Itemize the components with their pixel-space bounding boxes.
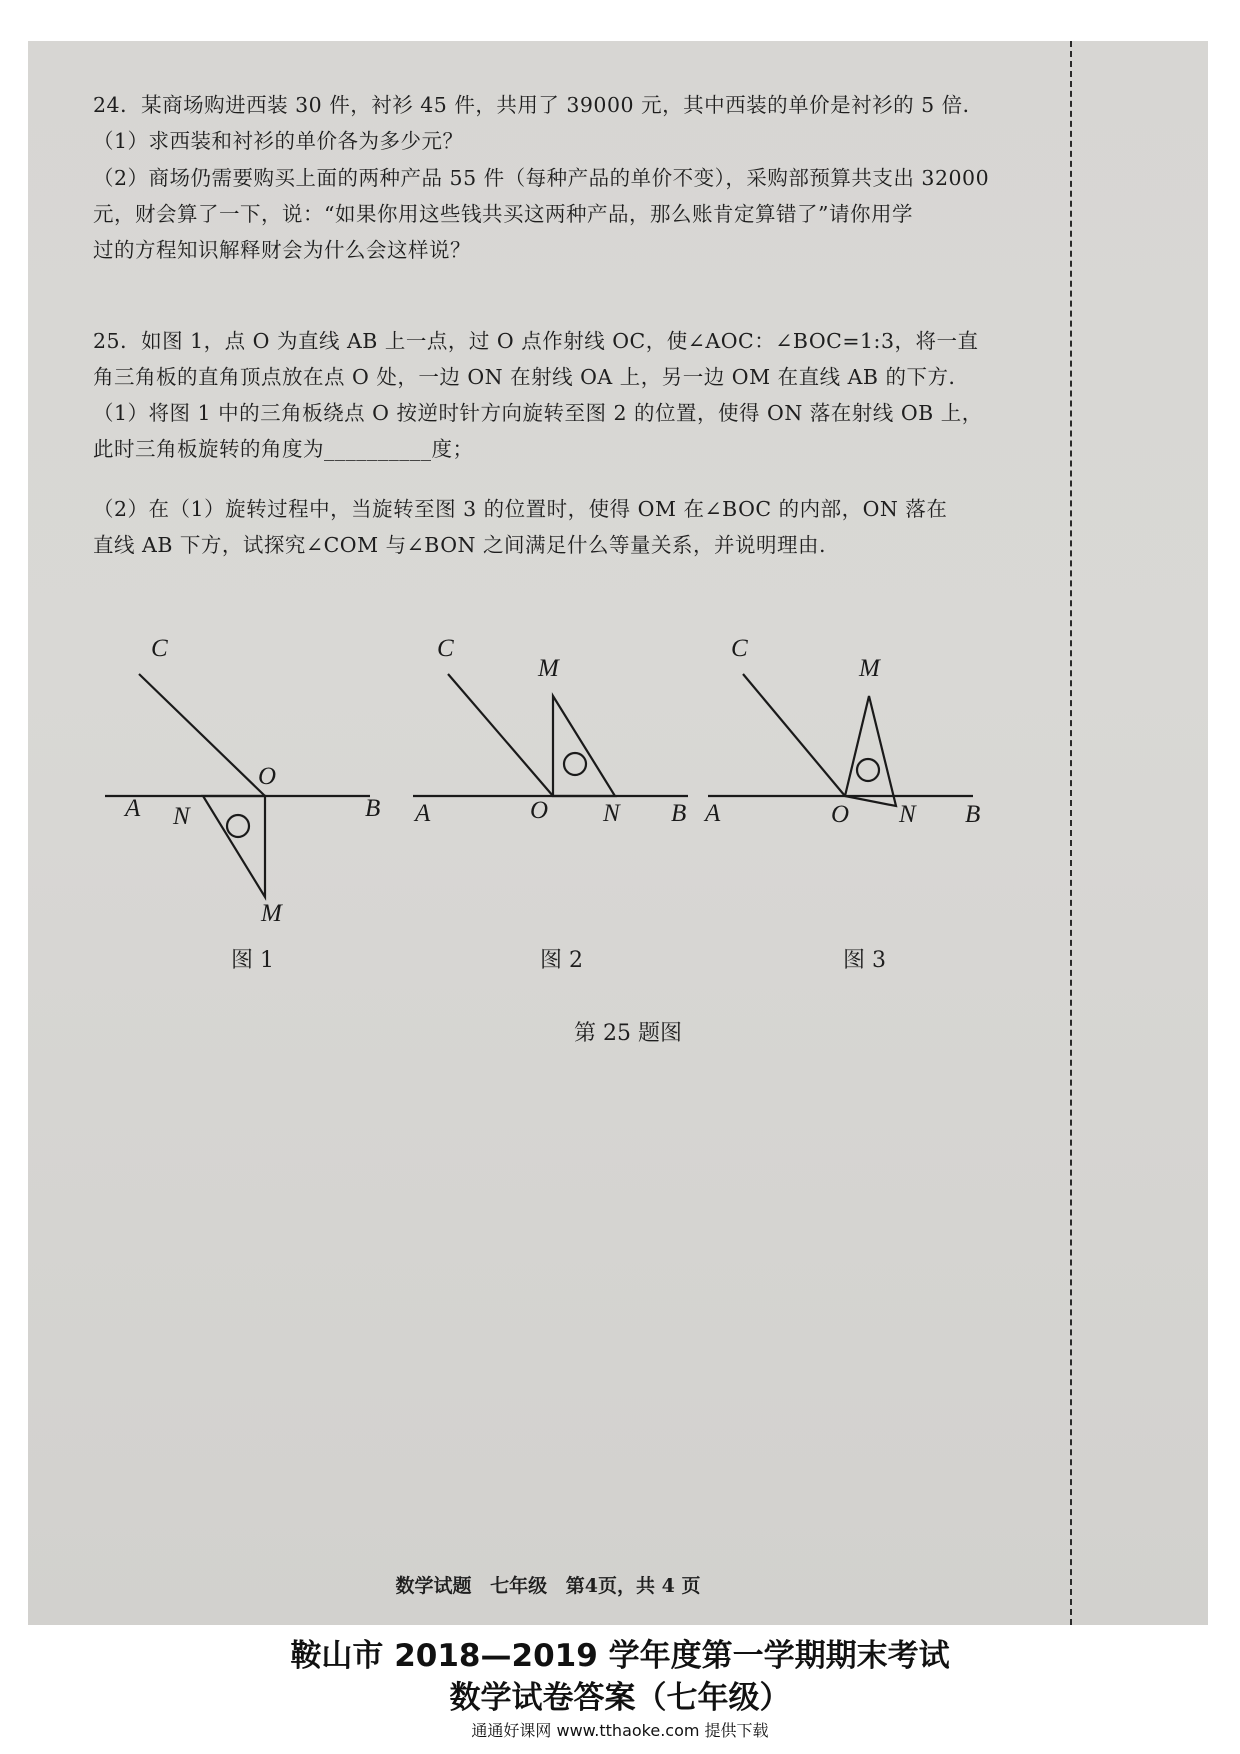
- fig3-ray-oc: [743, 674, 845, 796]
- fig2-label-n: N: [603, 800, 620, 827]
- fig1-triangle: [203, 796, 265, 897]
- fig1-label-a: A: [125, 795, 141, 822]
- fig1-ray-oc: [139, 674, 265, 796]
- q25-figures: [93, 616, 1093, 966]
- q24-part2-line2: 元，财会算了一下，说：“如果你用这些钱共买这两种产品，那么账肯定算错了”请你用学: [93, 202, 913, 226]
- exam-page-photo: [28, 41, 1208, 1625]
- q24-part2-line1: （2）商场仍需要购买上面的两种产品 55 件（每种产品的单价不变），采购部预算共支出 32000: [93, 166, 990, 190]
- banner-title: 鞍山市 2018—2019 学年度第一学期期末考试: [290, 1638, 950, 1674]
- fig1-caption: 图 1: [231, 948, 274, 973]
- q25-part1-line2: 此时三角板旋转的角度为__________度；: [93, 437, 474, 461]
- fig3-label-m: M: [859, 655, 880, 682]
- fig2-triangle: [553, 696, 615, 796]
- fig3-label-a: A: [705, 800, 721, 827]
- fig1-label-c: C: [151, 635, 168, 662]
- figures-title: 第 25 题图: [574, 1021, 682, 1046]
- q25-part1-line1: （1）将图 1 中的三角板绕点 O 按逆时针方向旋转至图 2 的位置，使得 ON 落在射线 OB 上，: [93, 401, 983, 425]
- banner-subtitle: 数学试卷答案（七年级）: [449, 1680, 791, 1716]
- q24-stem: 24．某商场购进西装 30 件，衬衫 45 件，共用了 39000 元，其中西装的单价是衬衫的 5 倍．: [93, 93, 984, 117]
- fig1-label-n: N: [173, 803, 190, 830]
- fig3-caption: 图 3: [843, 948, 886, 973]
- figure-3-diagram: [708, 674, 973, 806]
- fig3-triangle: [845, 696, 896, 806]
- geometry-figures-svg: [93, 616, 1093, 946]
- q24-part2-line3: 过的方程知识解释财会为什么会这样说？: [93, 238, 471, 262]
- fig3-label-o: O: [831, 801, 850, 828]
- q25-stem-line1: 25．如图 1，点 O 为直线 AB 上一点，过 O 点作射线 OC，使∠AOC：∠BOC=1:3，将一直: [93, 329, 979, 353]
- fig1-label-o: O: [258, 763, 277, 790]
- fig2-triangle-hole: [564, 753, 586, 775]
- footer-grade: 七年级: [490, 1575, 548, 1597]
- fig3-label-c: C: [731, 635, 748, 662]
- fig2-label-c: C: [437, 635, 454, 662]
- banner-source: 通通好课网 www.tthaoke.com 提供下载: [471, 1721, 769, 1740]
- fig2-label-o: O: [530, 797, 549, 824]
- fig2-ray-oc: [448, 674, 553, 796]
- figure-1-diagram: [105, 674, 370, 897]
- fig2-label-m: M: [538, 655, 559, 682]
- fig1-label-m: M: [261, 900, 282, 927]
- fig1-label-b: B: [365, 795, 381, 822]
- q24-part1: （1）求西装和衬衫的单价各为多少元？: [93, 129, 464, 153]
- fig2-label-a: A: [415, 800, 431, 827]
- fig1-triangle-hole: [227, 815, 249, 837]
- page-footer: [28, 1571, 1138, 1598]
- q25-part2-line2: 直线 AB 下方，试探究∠COM 与∠BON 之间满足什么等量关系，并说明理由.: [93, 533, 826, 557]
- fig3-triangle-hole: [857, 759, 879, 781]
- footer-page: 第4页，共 4 页: [565, 1575, 701, 1597]
- fig3-label-b: B: [965, 801, 981, 828]
- fig2-label-b: B: [671, 800, 687, 827]
- fig3-label-n: N: [899, 801, 916, 828]
- q25-stem-line2: 角三角板的直角顶点放在点 O 处，一边 ON 在射线 OA 上，另一边 OM 在直线 AB 的下方．: [93, 365, 970, 389]
- q25-part2-line1: （2）在（1）旋转过程中，当旋转至图 3 的位置时，使得 OM 在∠BOC 的内部，ON 落在: [93, 497, 948, 521]
- footer-subject: 数学试题: [395, 1575, 472, 1597]
- fig2-caption: 图 2: [540, 948, 583, 973]
- figure-2-diagram: [413, 674, 688, 796]
